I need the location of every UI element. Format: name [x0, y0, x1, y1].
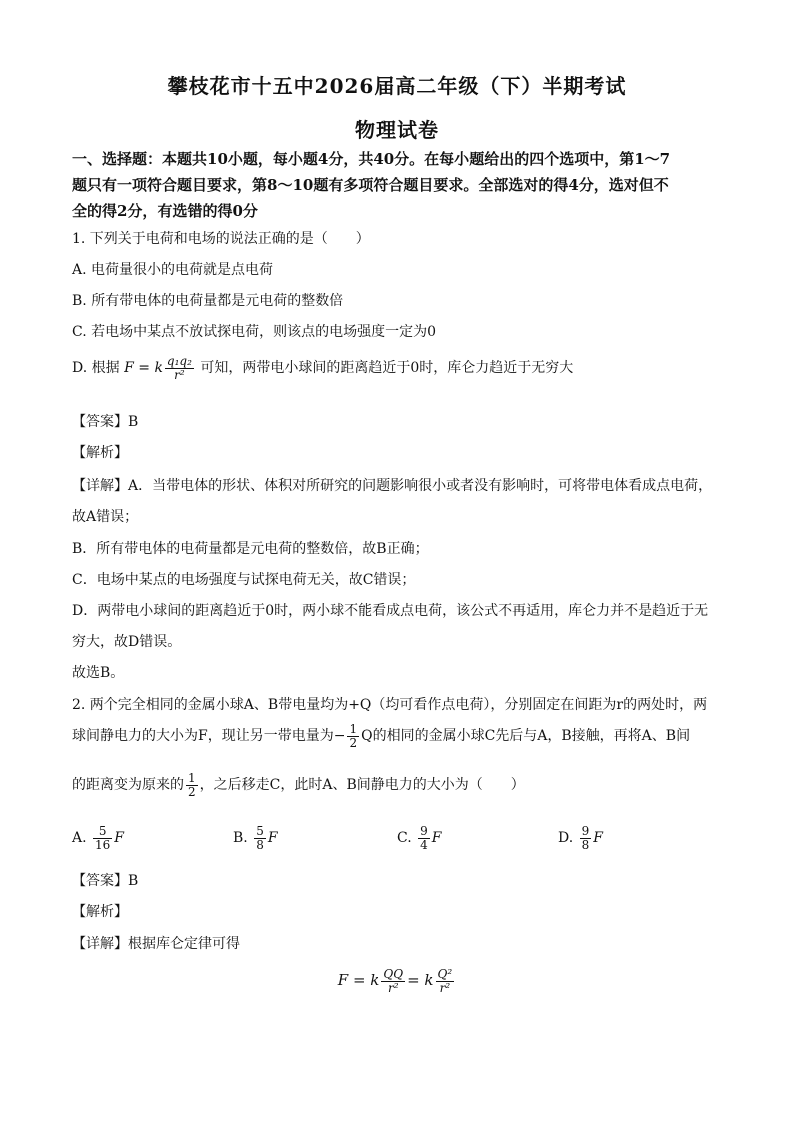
- q2-option-b-fraction: [254, 825, 266, 851]
- q1-analysis-heading: 【解析】: [72, 445, 128, 461]
- q2-distance-fraction-num: 1: [188, 771, 196, 785]
- q2-option-b-num: 5: [256, 824, 264, 838]
- q2-formula-num2: Q²: [437, 967, 453, 981]
- q2-option-c-num: 9: [420, 824, 428, 838]
- q2-distance-fraction-den: 2: [188, 784, 196, 799]
- q2-option-a-fraction: [93, 825, 112, 851]
- q2-stem-line3-post: ，之后移走C，此时A、B间静电力的大小为（ ）: [199, 777, 525, 794]
- q2-option-d: [558, 825, 603, 851]
- q1-detail-line4: C．电场中某点的电场强度与试探电荷无关，故C错误；: [72, 572, 416, 588]
- q2-option-b: [233, 825, 278, 851]
- q2-coulomb-formula: [0, 968, 794, 994]
- q2-charge-fraction-num: 1: [349, 722, 358, 736]
- q2-option-b-unit: F: [267, 830, 278, 847]
- q2-formula-fraction-2: [436, 968, 455, 994]
- q2-option-c-unit: F: [431, 830, 442, 847]
- q2-option-c-label: C.: [397, 830, 412, 847]
- q2-formula-lhs: F = k: [337, 971, 380, 990]
- coulomb-formula-fraction: [165, 355, 194, 381]
- q1-option-d-suffix: 可知，两带电小球间的距离趋近于0时，库仑力趋近于无穷大: [200, 360, 574, 377]
- coulomb-formula-denominator: r²: [174, 367, 185, 382]
- q2-formula-fraction-1: [381, 968, 405, 994]
- q2-distance-fraction: [186, 772, 198, 798]
- q1-stem: 1. 下列关于电荷和电场的说法正确的是（ ）: [72, 231, 370, 247]
- q2-answer: 【答案】B: [72, 873, 139, 889]
- q2-formula-num1: QQ: [383, 967, 404, 981]
- q2-option-d-num: 9: [581, 824, 590, 838]
- q1-option-a: A. 电荷量很小的电荷就是点电荷: [72, 262, 274, 278]
- q2-option-a-den: 16: [95, 837, 111, 852]
- q2-stem-line3-pre: 的距离变为原来的: [72, 777, 184, 794]
- q2-analysis-heading: 【解析】: [72, 904, 128, 920]
- q2-option-d-unit: F: [593, 830, 603, 847]
- q2-option-d-den: 8: [581, 837, 590, 852]
- q2-option-a-unit: F: [114, 830, 125, 847]
- q2-formula-den1: r²: [387, 980, 399, 995]
- q1-detail-line7: 故选B。: [72, 665, 125, 681]
- q1-detail-line3: B．所有带电体的电荷量都是元电荷的整数倍，故B正确；: [72, 541, 429, 557]
- q1-option-b: B. 所有带电体的电荷量都是元电荷的整数倍: [72, 293, 344, 309]
- q1-detail-line5: D．两带电小球间的距离趋近于0时，两小球不能看成点电荷，该公式不再适用，库仑力并不是趋近于无: [72, 603, 709, 619]
- q1-answer: 【答案】B: [72, 414, 139, 430]
- exam-subtitle: 物理试卷: [355, 118, 439, 142]
- q2-stem-line3: [72, 772, 525, 798]
- q1-option-d: [72, 355, 573, 381]
- q1-option-c: C. 若电场中某点不放试探电荷，则该点的电场强度一定为0: [72, 324, 437, 340]
- q2-charge-fraction-den: 2: [349, 735, 358, 750]
- q1-detail-line6: 穷大，故D错误。: [72, 634, 182, 650]
- q2-option-a-num: 5: [93, 825, 112, 839]
- q1-detail-line2: 故A错误；: [72, 509, 139, 525]
- coulomb-formula-lhs: F = k: [124, 360, 163, 377]
- q2-option-c-fraction: [418, 825, 430, 851]
- q2-stem-line1: 2. 两个完全相同的金属小球A、B带电量均为+Q（均可看作点电荷），分别固定在间距为r的两处时，两: [72, 697, 708, 713]
- q2-option-d-fraction: [580, 825, 592, 851]
- q2-option-a: [72, 825, 124, 851]
- q2-option-c: [397, 825, 441, 851]
- q2-stem-line2: [72, 723, 690, 749]
- q2-stem-line2-pre: 球间静电力的大小为F，现让另一带电量为−: [72, 728, 346, 745]
- section-instructions-line3: 全的得2分，有选错的得0分: [72, 202, 258, 220]
- q2-option-b-den: 8: [256, 837, 264, 852]
- q2-option-a-label: A.: [72, 830, 87, 847]
- q2-stem-line2-post: Q的相同的金属小球C先后与A，B接触，再将A、B间: [361, 728, 691, 745]
- q2-formula-den2: r²: [439, 980, 451, 995]
- q2-formula-eq: = k: [407, 971, 434, 990]
- q2-option-d-label: D.: [558, 830, 574, 847]
- exam-title: 攀枝花市十五中2026届高二年级（下）半期考试: [167, 74, 627, 98]
- q2-option-b-label: B.: [233, 830, 248, 847]
- q2-charge-fraction: [347, 723, 359, 749]
- coulomb-formula-numerator: q₁q₂: [166, 354, 192, 368]
- section-instructions-line1: 一、选择题：本题共10小题，每小题4分，共40分。在每小题给出的四个选项中，第1～7: [72, 150, 671, 168]
- q2-option-c-den: 4: [420, 837, 428, 852]
- section-instructions-line2: 题只有一项符合题目要求，第8～10题有多项符合题目要求。全部选对的得4分，选对但不: [72, 176, 669, 194]
- q1-detail-line1: 【详解】A．当带电体的形状、体积对所研究的问题影响很小或者没有影响时，可将带电体看成点电荷，: [72, 478, 713, 494]
- q2-detail-line1: 【详解】根据库仑定律可得: [72, 936, 240, 952]
- q1-option-d-prefix: D. 根据: [72, 360, 120, 377]
